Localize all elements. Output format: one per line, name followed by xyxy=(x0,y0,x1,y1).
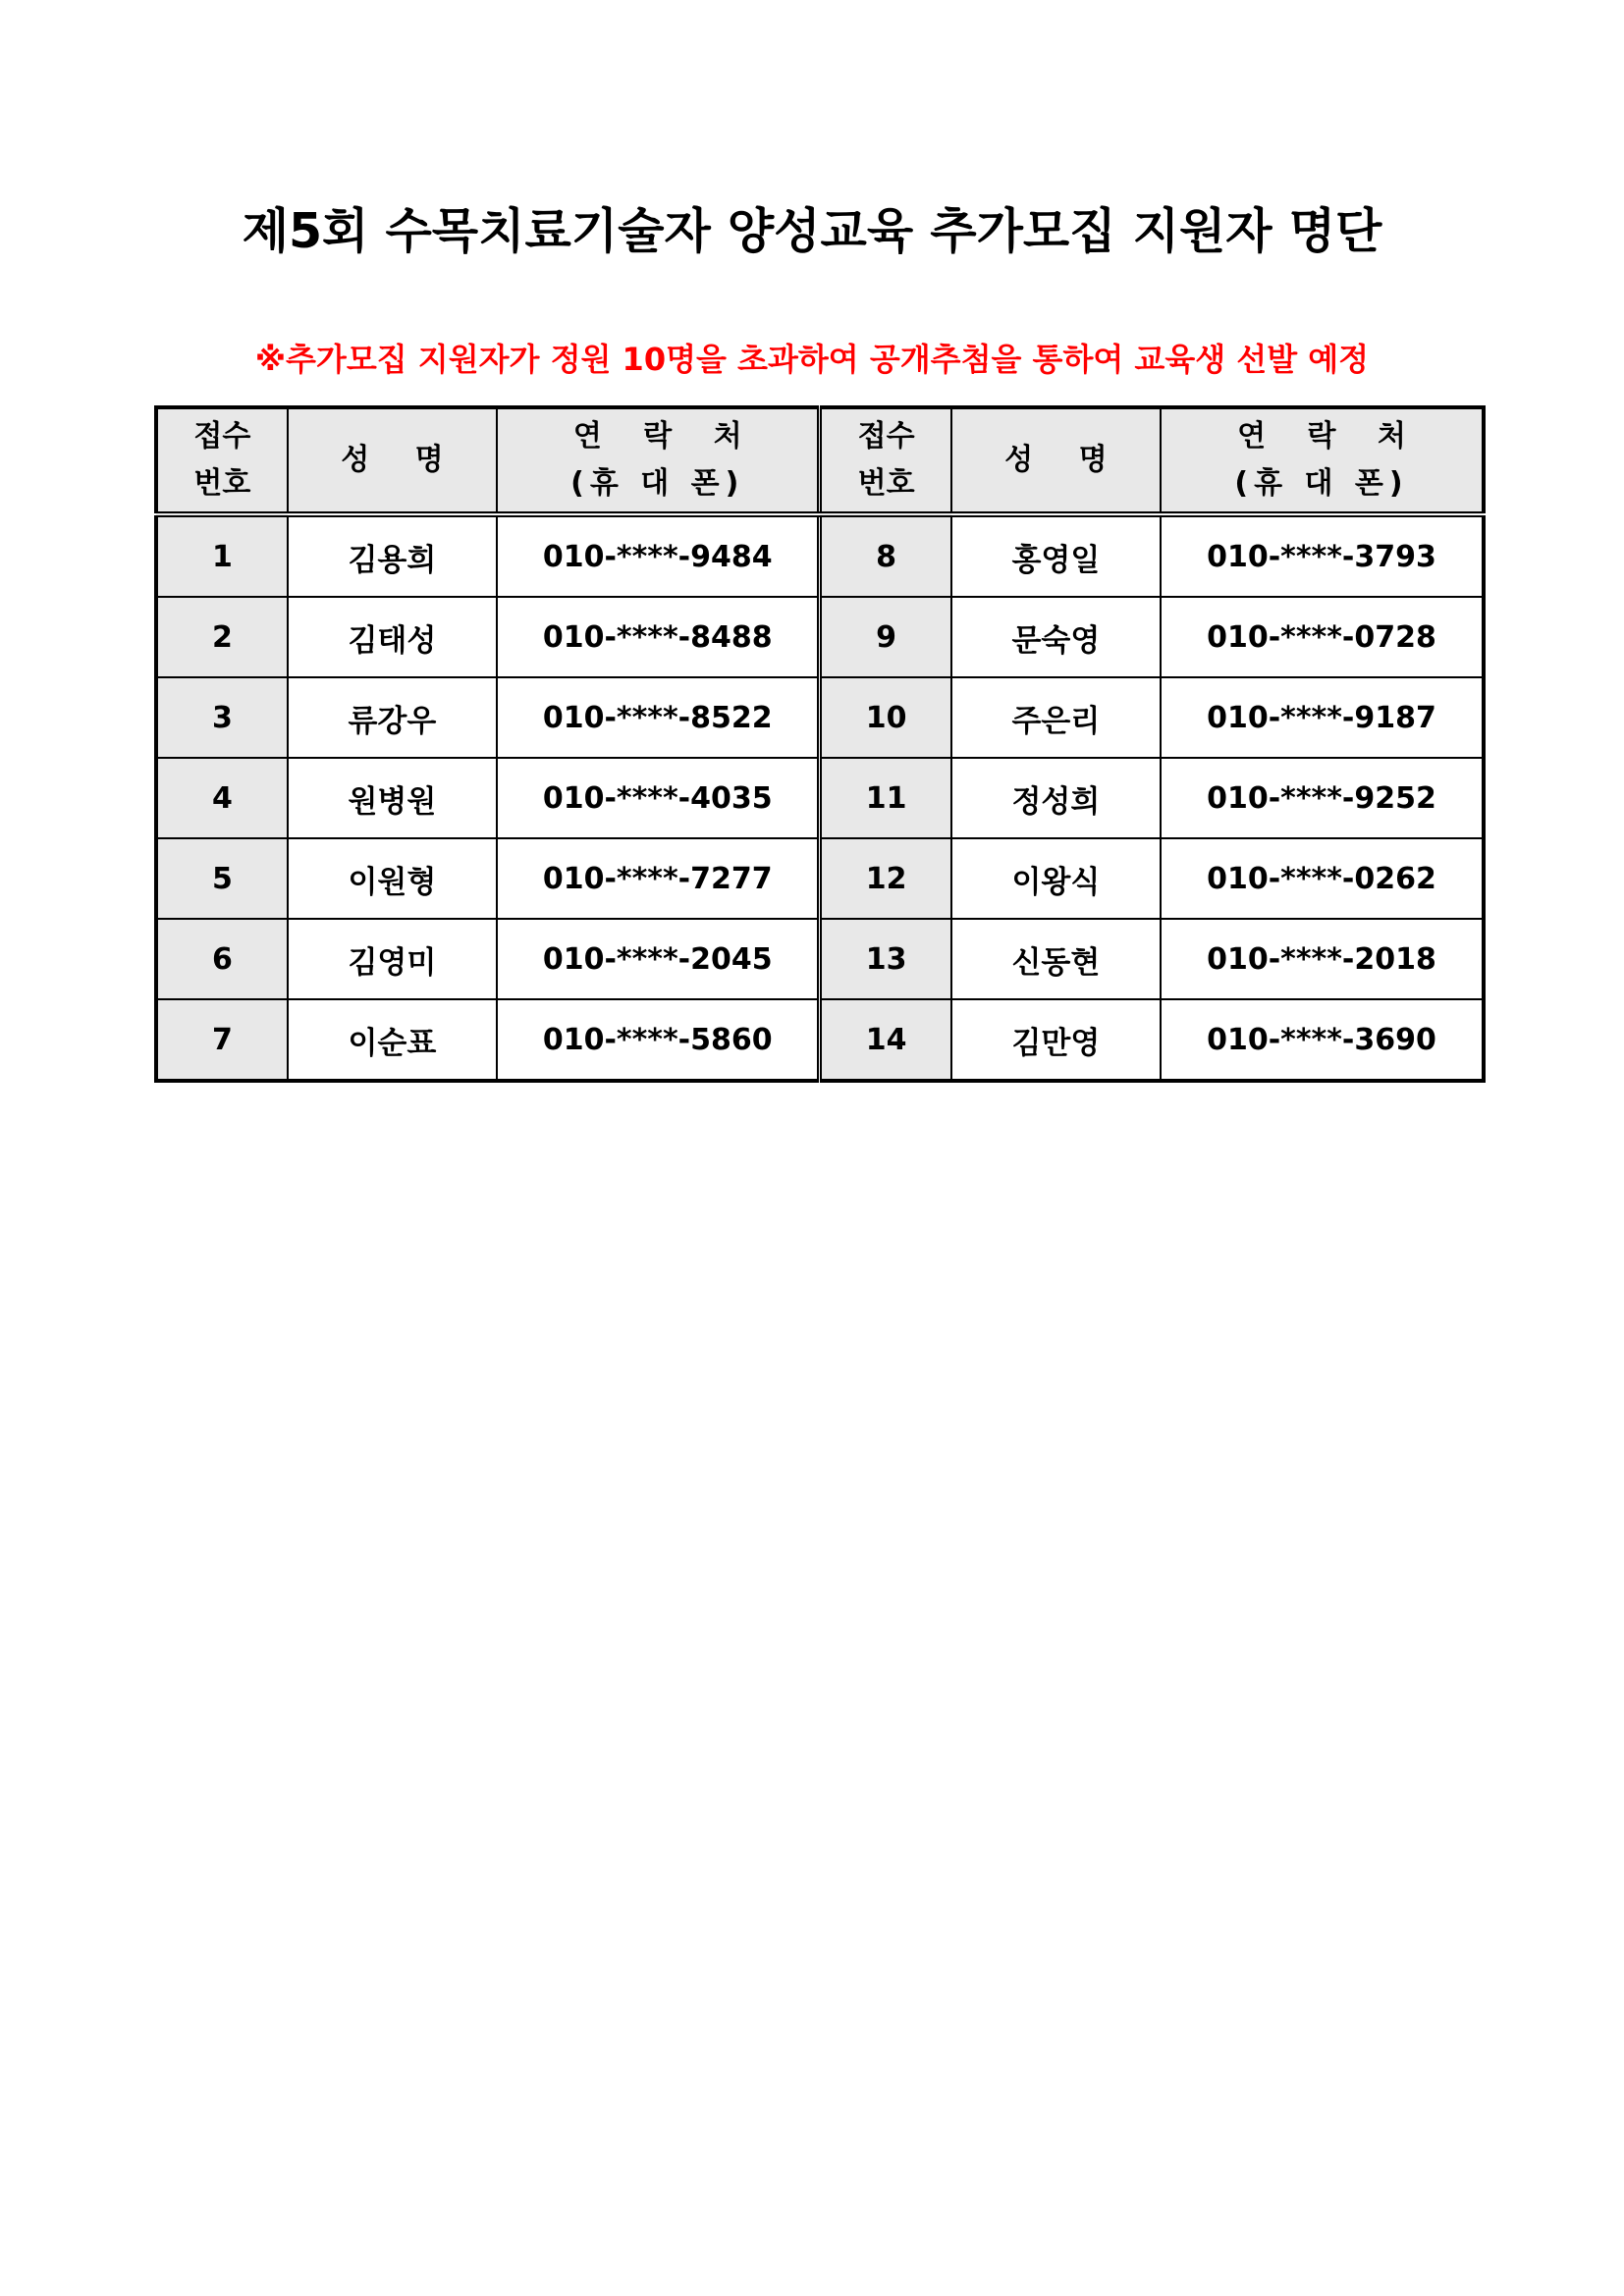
phone-number: 010-****-8522 xyxy=(497,677,820,758)
phone-number: 010-****-3793 xyxy=(1161,514,1484,597)
receipt-number: 13 xyxy=(820,919,951,999)
receipt-number: 9 xyxy=(820,597,951,677)
selection-notice: ※추가모집 지원자가 정원 10명을 초과하여 공개추첨을 통하여 교육생 선발 예정 xyxy=(254,341,1370,378)
receipt-number: 10 xyxy=(820,677,951,758)
phone-number: 010-****-9252 xyxy=(1161,758,1484,838)
phone-number: 010-****-2018 xyxy=(1161,919,1484,999)
applicant-name: 홍영일 xyxy=(951,514,1161,597)
header-name: 성 명 xyxy=(951,407,1161,514)
phone-number: 010-****-4035 xyxy=(497,758,820,838)
phone-number: 010-****-9484 xyxy=(497,514,820,597)
phone-number: 010-****-7277 xyxy=(497,838,820,919)
phone-number: 010-****-2045 xyxy=(497,919,820,999)
receipt-number: 8 xyxy=(820,514,951,597)
applicant-name: 김용희 xyxy=(288,514,497,597)
applicant-name: 원병원 xyxy=(288,758,497,838)
header-receipt-number xyxy=(820,407,951,514)
applicant-name: 류강우 xyxy=(288,677,497,758)
phone-number: 010-****-5860 xyxy=(497,999,820,1081)
document-title: 제5회 수목치료기술자 양성교육 추가모집 지원자 명단 xyxy=(242,203,1382,259)
header-receipt-number-line2: 번호 xyxy=(857,466,915,501)
applicant-name: 김만영 xyxy=(951,999,1161,1081)
table-row xyxy=(156,758,1484,838)
header-receipt-number-line1: 접수 xyxy=(857,419,915,454)
table-row xyxy=(156,597,1484,677)
phone-number: 010-****-9187 xyxy=(1161,677,1484,758)
header-receipt-number-line1: 접수 xyxy=(193,419,251,454)
applicant-name: 김영미 xyxy=(288,919,497,999)
header-contact-line2: (휴 대 폰) xyxy=(1234,466,1409,501)
header-contact xyxy=(497,407,820,514)
phone-number: 010-****-0728 xyxy=(1161,597,1484,677)
header-contact-line1: 연 락 처 xyxy=(572,419,758,454)
applicant-name: 이순표 xyxy=(288,999,497,1081)
receipt-number: 11 xyxy=(820,758,951,838)
receipt-number: 2 xyxy=(156,597,288,677)
table-row xyxy=(156,677,1484,758)
applicant-name: 김태성 xyxy=(288,597,497,677)
table-row xyxy=(156,838,1484,919)
receipt-number: 12 xyxy=(820,838,951,919)
header-receipt-number-line2: 번호 xyxy=(193,466,251,501)
phone-number: 010-****-3690 xyxy=(1161,999,1484,1081)
applicant-name: 이원형 xyxy=(288,838,497,919)
receipt-number: 3 xyxy=(156,677,288,758)
receipt-number: 14 xyxy=(820,999,951,1081)
table-row xyxy=(156,514,1484,597)
header-name: 성 명 xyxy=(288,407,497,514)
table-row xyxy=(156,919,1484,999)
receipt-number: 5 xyxy=(156,838,288,919)
applicant-name: 신동현 xyxy=(951,919,1161,999)
header-receipt-number xyxy=(156,407,288,514)
applicant-roster-table xyxy=(154,405,1486,1083)
receipt-number: 6 xyxy=(156,919,288,999)
phone-number: 010-****-8488 xyxy=(497,597,820,677)
receipt-number: 4 xyxy=(156,758,288,838)
applicant-name: 주은리 xyxy=(951,677,1161,758)
applicant-name: 이왕식 xyxy=(951,838,1161,919)
applicant-name: 정성희 xyxy=(951,758,1161,838)
table-row xyxy=(156,999,1484,1081)
header-contact-line1: 연 락 처 xyxy=(1237,419,1422,454)
applicant-name: 문숙영 xyxy=(951,597,1161,677)
receipt-number: 7 xyxy=(156,999,288,1081)
header-row xyxy=(156,407,1484,514)
header-contact-line2: (휴 대 폰) xyxy=(570,466,745,501)
receipt-number: 1 xyxy=(156,514,288,597)
phone-number: 010-****-0262 xyxy=(1161,838,1484,919)
header-contact xyxy=(1161,407,1484,514)
